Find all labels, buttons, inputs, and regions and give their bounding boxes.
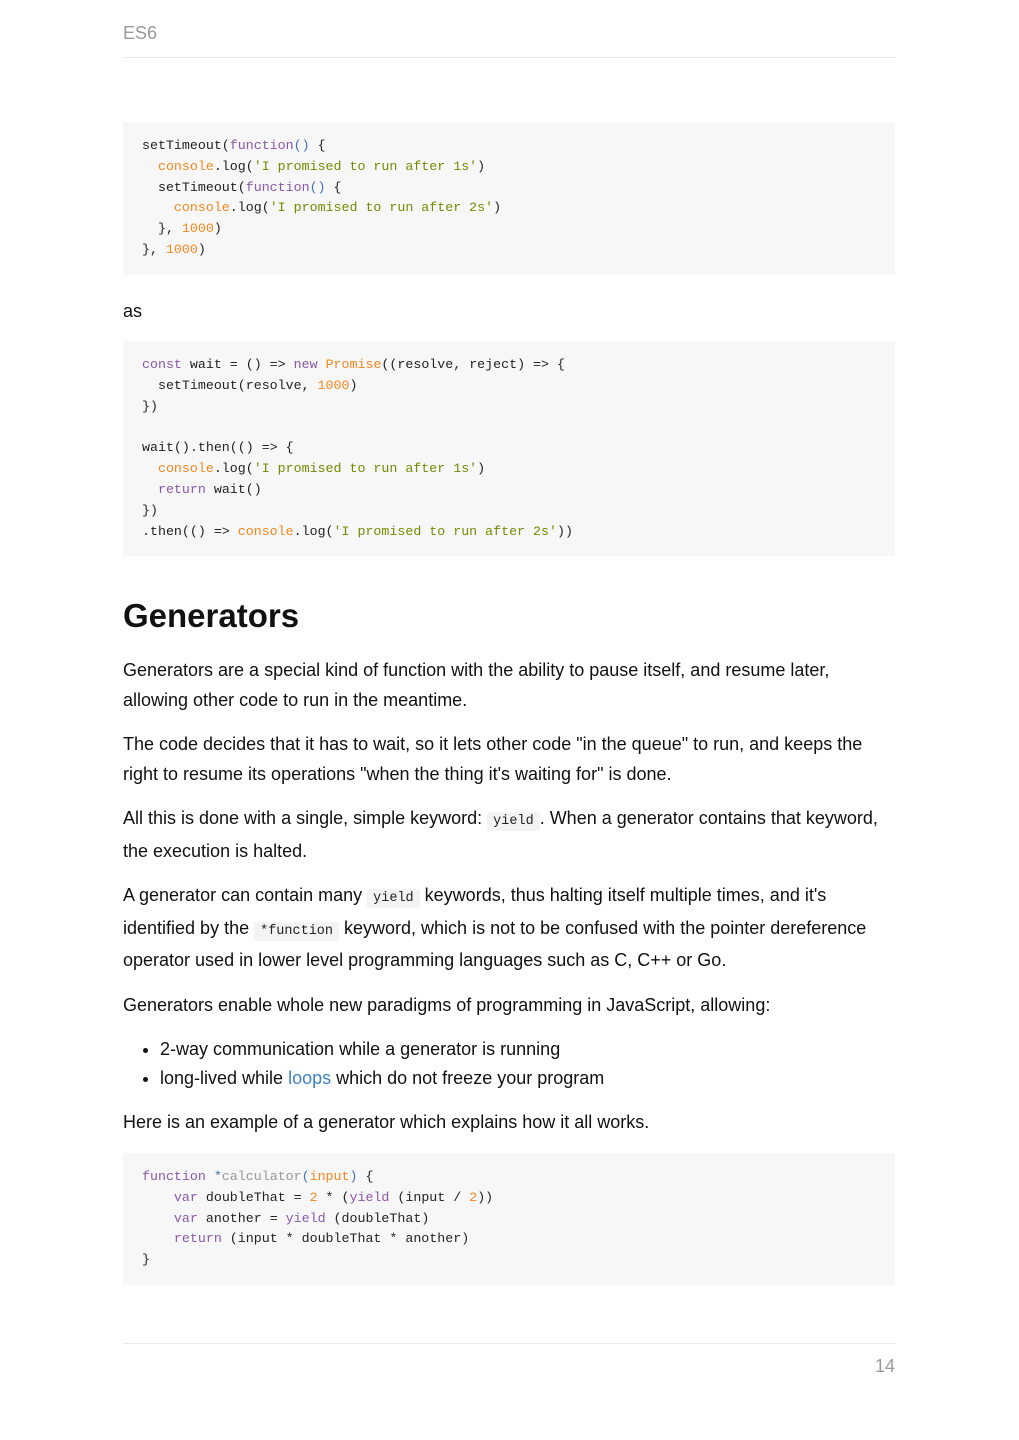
paragraph-paradigms: Generators enable whole new paradigms of programming in JavaScript, allowing: [123, 994, 771, 1015]
code-block-promise-wait: const wait = () => new Promise((resolve, reject) => { setTimeout(resolve, 1000) }) wait().then(() => { console.log('I promised to run after 1s') return wait() }) .then(() => console.log('I promised to run after 2s')) [123, 341, 895, 556]
code-block-nested-timeouts: setTimeout(function() { console.log('I promised to run after 1s') setTimeout(function() { console.log('I promised to run after 2s') }, 1000) }, 1000) [123, 122, 895, 275]
list-item: • long-lived while loops which do not freeze your program [160, 1064, 895, 1093]
bullet-list [123, 1035, 895, 1093]
page-header [123, 22, 895, 58]
paragraph-yield-keyword: All this is done with a single, simple keyword: yield . When a generator contains that keyword, the execution is halted. [123, 808, 878, 861]
paragraph-generators-intro: Generators are a special kind of function with the ability to pause itself, and resume later, allowing other code to run in the meantime. [123, 660, 830, 710]
page-number: 14 [874, 1356, 895, 1376]
inline-code-yield: yield [487, 812, 540, 831]
page-content [123, 122, 895, 1285]
inline-code-yield: yield [367, 889, 420, 908]
running-title: ES6 [123, 23, 158, 43]
loops-link[interactable]: loops [288, 1068, 332, 1089]
code-block-calculator-generator: function *calculator(input) { var doubleThat = 2 * (yield (input / 2)) var another = yield (doubleThat) return (input * doubleThat * another) } [123, 1153, 895, 1285]
page-footer [123, 1343, 895, 1377]
list-item: • 2-way communication while a generator is running [160, 1035, 895, 1064]
paragraph-function-star: A generator can contain many yield keywords, thus halting itself multiple times, and it's identified by the *function keyword, which is not to be confused with the pointer dereference operator used in lower level programming languages such as C, C++ or Go. [123, 885, 867, 971]
paragraph-example-intro: Here is an example of a generator which explains how it all works. [123, 1112, 650, 1133]
section-heading-generators: Generators [123, 597, 300, 635]
paragraph-as: as [123, 300, 143, 321]
inline-code-star-function: *function [254, 922, 339, 941]
paragraph-generators-wait: The code decides that it has to wait, so it lets other code "in the queue" to run, and keeps the right to resume its operations "when the thing it's waiting for" is done. [123, 734, 863, 784]
